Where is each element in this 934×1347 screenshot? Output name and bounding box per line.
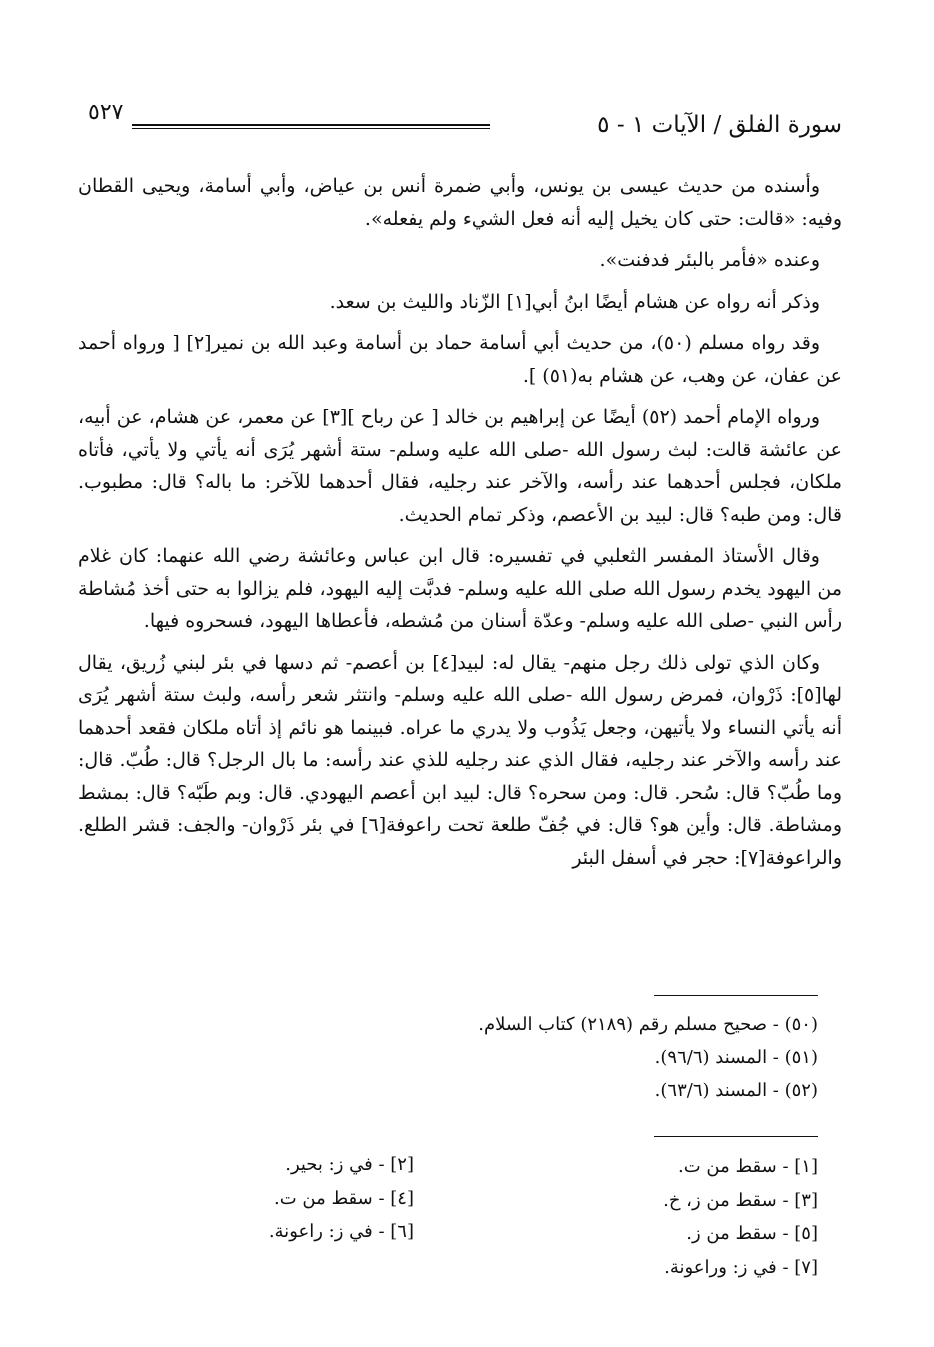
footnote-separator: [654, 995, 818, 996]
header-rule: [132, 124, 490, 126]
variant-item: [٣] - سقط من ز، خ.: [663, 1189, 818, 1211]
footnotes: [478, 1008, 818, 1107]
variant-item: [٦] - في ز: راعونة.: [268, 1221, 414, 1242]
footnote-item: (٥٠) - صحيح مسلم رقم (٢١٨٩) كتاب السلام.: [478, 1014, 818, 1035]
variant-item: [١] - سقط من ت.: [678, 1156, 818, 1177]
paragraph-3: وذكر أنه رواه عن هشام أيضًا ابنُ أبي[١] الزّناد والليث بن سعد.: [329, 290, 820, 313]
main-text: [78, 170, 842, 883]
paragraph-2: وعنده «فأمر بالبئر فدفنت».: [599, 249, 820, 271]
paragraph-1: وأسنده من حديث عيسى بن يونس، وأبي ضمرة أنس بن عياض، وأبي أسامة، ويحيى القطان وفيه: «قالت: حتى كان يخيل إليه أنه فعل الشيء ولم يفعله».: [78, 175, 842, 230]
variants-separator: [654, 1136, 818, 1137]
footnote-item: (٥١) - المسند (٩٦/٦).: [654, 1047, 818, 1068]
variant-item: [٥] - سقط من ز.: [686, 1223, 818, 1244]
running-header-title: سورة الفلق / الآيات ١ - ٥: [597, 112, 842, 138]
variants-right-column: [663, 1150, 818, 1284]
paragraph-5: ورواه الإمام أحمد (٥٢) أيضًا عن إبراهيم بن خالد [ عن رباح ][٣] عن معمر، عن هشام، عن أبيه، عن عائشة قالت: لبث رسول الله -صلى الله عليه وسلم- ستة أشهر يُرَى أنه يأتي ولا يأتي، فأتاه ملكان، فجلس أحدهما عند رأسه، والآخر عند رجليه، فقال أحدهما للآخر: ما باله؟ قال: مطبوب. قال: ومن طبه؟ قال: لبيد بن الأعصم، وذكر تمام الحديث.: [78, 406, 842, 526]
paragraph-6: وقال الأستاذ المفسر الثعلبي في تفسيره: قال ابن عباس وعائشة رضي الله عنهما: كان غلام من اليهود يخدم رسول الله صلى الله عليه وسلم- فدبَّت إليه اليهود، فلم يزالوا به حتى أخذ مُشاطة رأس النبي -صلى الله عليه وسلم- وعدّة أسنان من مُشطه، فأعطاها اليهود، فسحروه فيها.: [78, 545, 842, 632]
variant-item: [٢] - في ز: بحير.: [285, 1154, 414, 1175]
page-number: ٥٢٧: [88, 100, 124, 125]
footnote-item: (٥٢) - المسند (٦٣/٦).: [654, 1080, 818, 1101]
variant-item: [٧] - في ز: وراعونة.: [664, 1256, 818, 1278]
variants-left-column: [269, 1148, 414, 1249]
paragraph-4: وقد رواه مسلم (٥٠)، من حديث أبي أسامة حماد بن أسامة وعبد الله بن نمير[٢] [ ورواه أحمد عن عفان، عن وهب، عن هشام به(٥١) ].: [78, 332, 842, 387]
header-rule-thin: [132, 128, 490, 129]
paragraph-7: وكان الذي تولى ذلك رجل منهم- يقال له: لبيد[٤] بن أعصم- ثم دسها في بئر لبني زُريق، يقال لها[٥]: ذَرْوان، فمرض رسول الله -صلى الله عليه وسلم- وانتثر شعر رأسه، ولبث ستة أشهر يُرَى أنه يأتي النساء ولا يأتيهن، وجعل يَذُوب ولا يدري ما عراه. فبينما هو نائم إذ أتاه ملكان فقعد أحدهما عند رأسه والآخر عند رجليه، فقال الذي عند رجليه للذي عند رأسه: ما بال الرجل؟ قال: طُبّ. قال: وما طُبّ؟ قال: سُحر. قال: ومن سحره؟ قال: لبيد ابن أعصم اليهودي. قال: وبم طَبّه؟ قال: بمشط ومشاطة. قال: وأين هو؟ قال: في جُفّ طلعة تحت راعوفة[٦] في بئر ذَرْوان- والجف: قشر الطلع. والراعوفة[٧]: حجر في أسفل البئر: [78, 651, 842, 869]
variant-item: [٤] - سقط من ت.: [274, 1187, 414, 1209]
